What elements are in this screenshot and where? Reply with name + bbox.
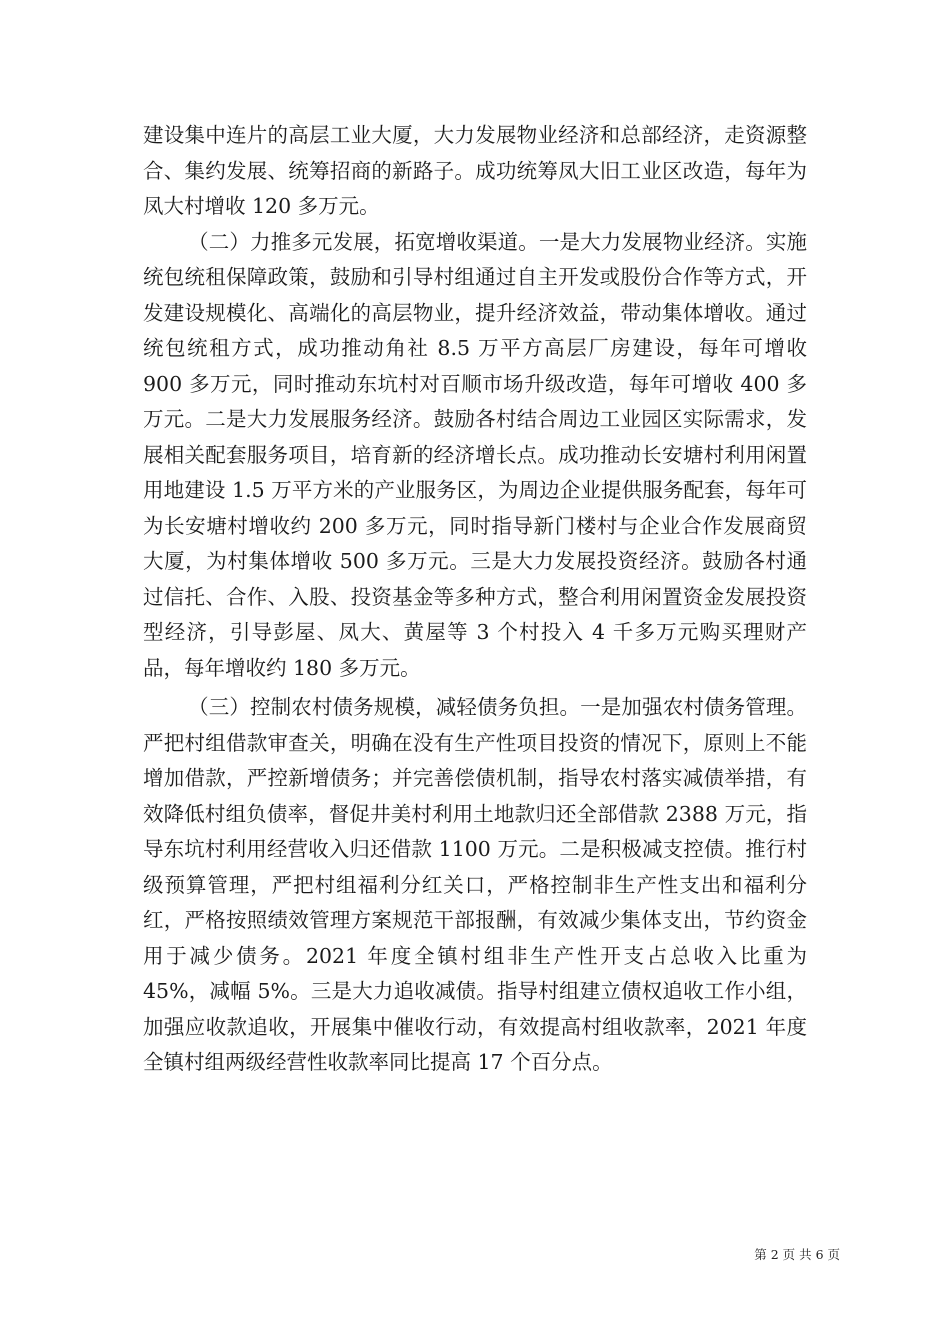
paragraph-continuation: 建设集中连片的高层工业大厦，大力发展物业经济和总部经济，走资源整合、集约发展、统筹招商的新路子。成功统筹凤大旧工业区改造，每年为凤大村增收 120 多万元。 [143,123,807,218]
page-number-footer: 第 2 页 共 6 页 [754,1247,840,1262]
document-body [143,118,807,1081]
paragraph-section-3: （三）控制农村债务规模，减轻债务负担。一是加强农村债务管理。严把村组借款审查关，明确在没有生产性项目投资的情况下，原则上不能增加借款，严控新增债务；并完善偿债机制，指导农村落实减债举措，有效降低村组负债率，督促井美村利用土地款归还全部借款 2388 万元，指导东坑村利用经营收入归还借款 1100 万元。二是积极减支控债。推行村级预算管理，严把村组福利分红关口，严格控制非生产性支出和福利分红，严格按照绩效管理方案规范干部报酬，有效减少集体支出，节约资金用于减少债务。2021 年度全镇村组非生产性开支占总收入比重为 45%，减幅 5%。三是大力追收减债。指导村组建立债权追收工作小组，加强应收款追收，开展集中催收行动，有效提高村组收款率，2021 年度全镇村组两级经营性收款率同比提高 17 个百分点。 [143,695,807,1074]
paragraph-section-2: （二）力推多元发展，拓宽增收渠道。一是大力发展物业经济。实施统包统租保障政策，鼓励和引导村组通过自主开发或股份合作等方式，开发建设规模化、高端化的高层物业，提升经济效益，带动集体增收。通过统包统租方式，成功推动角社 8.5 万平方高层厂房建设，每年可增收 900 多万元，同时推动东坑村对百顺市场升级改造，每年可增收 400 多万元。二是大力发展服务经济。鼓励各村结合周边工业园区实际需求，发展相关配套服务项目，培育新的经济增长点。成功推动长安塘村利用闲置用地建设 1.5 万平方米的产业服务区，为周边企业提供服务配套，每年可为长安塘村增收约 200 多万元，同时指导新门楼村与企业合作发展商贸大厦，为村集体增收 500 多万元。三是大力发展投资经济。鼓励各村通过信托、合作、入股、投资基金等多种方式，整合利用闲置资金发展投资型经济，引导彭屋、凤大、黄屋等 3 个村投入 4 千多万元购买理财产品，每年增收约 180 多万元。 [143,229,807,680]
